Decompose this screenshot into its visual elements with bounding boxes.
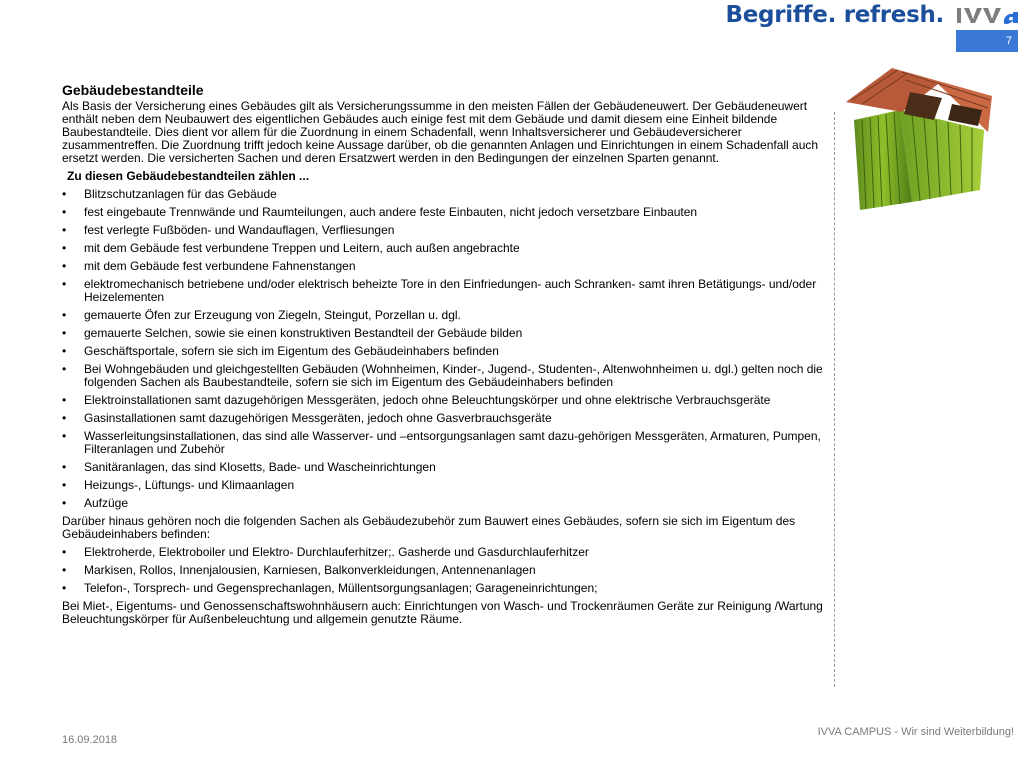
ivva-logo	[955, 4, 1021, 26]
list-item: • Elektroinstallationen samt dazugehörigen Messgeräten, jedoch ohne Beleuchtungskörper und ohne elektrische Verbrauchsgeräte	[62, 394, 830, 407]
closing-paragraph: Bei Miet-, Eigentums- und Genossenschaftswohnhäusern auch: Einrichtungen von Wasch- und Trockenräumen Geräte zur Reinigung /Wartung Beleuchtungskörper für Außenbeleuchtung und allgemein genutzte Räume.	[62, 599, 823, 626]
page-number: 7	[1005, 35, 1012, 47]
accessories-paragraph: Darüber hinaus gehören noch die folgenden Sachen als Gebäudezubehör zum Bauwert eines Gebäudes, sofern sie sich im Eigentum des Gebäudeinhabers befinden:	[62, 514, 796, 541]
components-list	[62, 188, 830, 510]
list-item: • Wasserleitungsinstallationen, das sind alle Wasserver- und –entsorgungsanlagen samt dazu-gehörigen Messgeräten, Armaturen, Pumpen, Filteranlagen und Zubehör	[62, 430, 830, 456]
dashed-divider	[834, 112, 835, 687]
list-item: • Telefon-, Torsprech- und Gegensprechanlagen, Müllentsorgungsanlagen; Garageneinrichtungen;	[62, 582, 830, 595]
accessories-list	[62, 546, 830, 595]
list-item: • gemauerte Öfen zur Erzeugung von Ziegeln, Steingut, Porzellan u. dgl.	[62, 309, 830, 322]
list-item: • Elektroherde, Elektroboiler und Elektro- Durchlauferhitzer;. Gasherde und Gasdurchlauferhitzer	[62, 546, 830, 559]
slide-title: Begriffe. refresh.	[725, 2, 944, 28]
page-number-box	[956, 30, 1018, 52]
list-item: • Gasinstallationen samt dazugehörigen Messgeräten, jedoch ohne Gasverbrauchsgeräte	[62, 412, 830, 425]
intro-paragraph: Als Basis der Versicherung eines Gebäudes gilt als Versicherungssumme in den meisten Fällen der Gebäudeneuwert. Der Gebäudeneuwert enthält neben dem Neubauwert des eigentlichen Gebäudes auch einige fest mit dem Gebäude und damit diesem eine Einheit bildende Baubestandteile. Dies dient vor allem für die Zuordnung in einem Schadenfall, wenn Inhaltsversicherer und Gebäudeversicherer zusammentreffen. Die Zuordnung trifft jedoch keine Aussage darüber, ob die genannten Anlagen und Einrichtungen in einem Schadenfall auch ersetzt werden. Die versicherten Sachen und deren Ersatzwert werden in den Bedingungen der einzelnen Sparten genannt.	[62, 99, 819, 165]
list-item: • elektromechanisch betriebene und/oder elektrisch beheizte Tore in den Einfriedungen- auch Schranken- samt ihren Betätigungs- und/oder Heizelementen	[62, 278, 830, 304]
main-content	[62, 82, 830, 631]
list-item: • mit dem Gebäude fest verbundene Fahnenstangen	[62, 260, 830, 273]
footer-tagline: IVVA CAMPUS - Wir sind Weiterbildung!	[817, 726, 1014, 738]
list-item: • gemauerte Selchen, sowie sie einen konstruktiven Bestandteil der Gebäude bilden	[62, 327, 830, 340]
list-subheading: Zu diesen Gebäudebestandteilen zählen ...	[67, 169, 310, 183]
list-item: • fest eingebaute Trennwände und Raumteilungen, auch andere feste Einbauten, nicht jedoch versetzbare Einbauten	[62, 206, 830, 219]
list-item: • mit dem Gebäude fest verbundene Treppen und Leitern, auch außen angebrachte	[62, 242, 830, 255]
list-item: • Heizungs-, Lüftungs- und Klimaanlagen	[62, 479, 830, 492]
list-item: • Geschäftsportale, sofern sie sich im Eigentum des Gebäudeinhabers befinden	[62, 345, 830, 358]
dilapidated-house-image	[842, 62, 1000, 212]
list-item: • Aufzüge	[62, 497, 830, 510]
list-item: • Markisen, Rollos, Innenjalousien, Karniesen, Balkonverkleidungen, Antennenanlagen	[62, 564, 830, 577]
list-item: • Bei Wohngebäuden und gleichgestellten Gebäuden (Wohnheimen, Kinder-, Jugend-, Studenten-, Altenwohnheimen u. dgl.) gelten noch die folgenden Sachen als Baubestandteile, sofern sie sich im Eigentum des Gebäudeinhabers befinden	[62, 363, 830, 389]
footer-date: 16.09.2018	[62, 734, 118, 746]
list-item: • fest verlegte Fußböden- und Wandauflagen, Verfliesungen	[62, 224, 830, 237]
section-heading: Gebäudebestandteile	[62, 82, 204, 98]
list-item: • Sanitäranlagen, das sind Klosetts, Bade- und Wascheinrichtungen	[62, 461, 830, 474]
list-item: • Blitzschutzanlagen für das Gebäude	[62, 188, 830, 201]
